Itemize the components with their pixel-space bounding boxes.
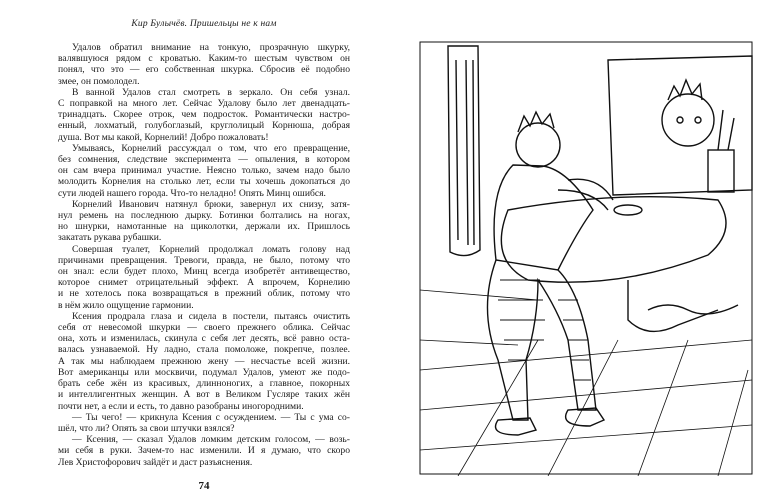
text-line: валась узнаваемой. Ну ладно, стала помоложе, покрепче, позлее. [58, 344, 350, 356]
text-line: причинами превращения. Тревоги, правда, не было, потому что [58, 254, 350, 266]
text-line: Совершая туалет, Корнелий продолжал ломать голову над [72, 243, 350, 255]
text-line: молодить Корнелия на столько лет, если ты хочешь докопаться до [58, 176, 350, 188]
text-line: но шнурки, намотанные на щиколотки, держали их. Пришлось [58, 221, 350, 233]
text-line: которое снимет отрицательный эффект. А впрочем, Корнелию [58, 277, 350, 289]
text-line: он сам вчера принимал участие. Неясно только, зачем надо было [58, 165, 350, 177]
text-line: сути людей нашего города. Что-то неладно! Опять Минц ошибся. [58, 187, 326, 199]
text-line: понял, что это — его собственная шкурка. Сбросив её подобно [58, 64, 350, 76]
running-header: Кир Булычёв. Пришельцы не к нам [131, 19, 277, 29]
text-line: она, хоть и изменилась, скинула с себя лет десять, всё равно оста- [58, 333, 350, 345]
towel [448, 46, 480, 256]
text-line: шёл, что ли? Опять за свои штучки взялся? [58, 422, 235, 434]
boy-shirt [494, 165, 593, 270]
text-line: Ксения продрала глаза и сидела в постели, пытаясь очистить [72, 310, 350, 322]
text-line: Лев Христофорович зайдёт и даст разъяснения. [58, 456, 253, 468]
text-line: тринадцать. Скорее отрок, чем подросток. Романтически настро- [58, 109, 350, 121]
text-line: змее, он помолодел. [58, 75, 140, 87]
text-line: и не хотелось пока возвращаться в прежний облик, потому что [58, 288, 350, 300]
text-line: ми себя в руки. Зачем-то нас изменили. И я думаю, что скоро [58, 445, 350, 457]
text-line: почти нет, а если и есть, то давно разобраны иногородними. [58, 400, 304, 412]
text-line: нул ремень на последнюю дырку. Ботинки болтались на ногах, [58, 210, 350, 222]
paragraph [58, 412, 350, 434]
text-line: — Ксения, — сказал Удалов ломким детским голосом, — возь- [72, 434, 350, 446]
paragraph [58, 199, 350, 244]
paragraph [58, 244, 350, 311]
paragraph [58, 143, 350, 199]
toothbrush-glass [708, 150, 734, 192]
text-line: душа. Вот мы какой, Корнелий! Добро пожаловать! [58, 131, 269, 143]
text-line: он знал: если будет плохо, Минц всегда изобретёт антивещество, [58, 266, 350, 278]
paragraph [58, 434, 350, 468]
text-line: в нём жило ощущение гармонии. [58, 299, 194, 311]
text-line: закатать рукава рубашки. [58, 232, 162, 244]
paragraph [58, 87, 350, 143]
text-line: без сомнения, следствие эксперимента — опыления, в котором [58, 154, 350, 166]
text-line: брать себе жён из красивых, длинноногих, а главное, покорных [58, 378, 350, 390]
text-line: Корнелий Иванович натянул брюки, завернул их снизу, затя- [72, 198, 350, 210]
body-text [58, 42, 350, 468]
boy-shoes [496, 408, 605, 435]
boy-head [516, 123, 560, 167]
text-line: А так мы наблюдаем прежнюю жену — несчастье всей жизни. [58, 355, 350, 367]
mirror [608, 56, 752, 195]
text-line: С поправкой на много лет. Сейчас Удалову было лет двенадцать- [58, 98, 350, 110]
text-line: Удалов обратил внимание на тонкую, прозрачную шкурку, [72, 42, 350, 53]
illustration-boy-at-sink [418, 40, 754, 476]
text-line: Вот американцы или москвичи, подумал Удалов, умеют же подо- [58, 366, 350, 378]
text-line: — Ты чего! — крикнула Ксения с осуждением. — Ты с ума со- [72, 411, 350, 423]
reflection-face [662, 94, 714, 146]
paragraph [58, 311, 350, 412]
text-line: валявшуюся рядом с кроватью. Каким-то шестым чувством он [58, 53, 350, 65]
text-line: енный, лохматый, голубоглазый, круглолицый Корнюша, добрая [58, 120, 350, 132]
text-line: и интеллигентных женщин. А вот в Великом Гусляре таких жён [58, 389, 350, 401]
text-line: Умываясь, Корнелий рассуждал о том, что его превращение, [72, 142, 350, 154]
paragraph [58, 42, 350, 87]
text-line: В ванной Удалов стал смотреть в зеркало. Он себя узнал. [72, 86, 350, 98]
text-line: себя от невесомой шкурки — своего прежнего облика. Сейчас [58, 322, 350, 334]
page-number: 74 [198, 480, 210, 492]
